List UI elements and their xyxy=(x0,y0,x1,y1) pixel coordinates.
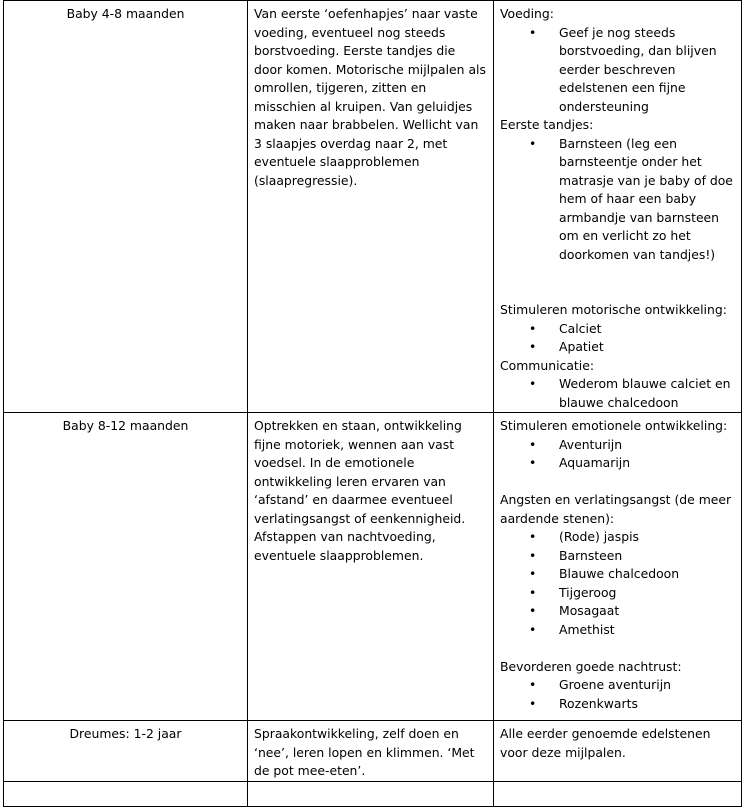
table-row xyxy=(4,1,742,413)
list-item: • Rozenkwarts xyxy=(559,695,735,714)
spacer xyxy=(500,283,735,302)
age-label: Baby 8-12 maanden xyxy=(62,418,189,433)
stones-cell xyxy=(494,1,742,413)
milestones-table xyxy=(3,0,742,807)
bullet-list xyxy=(500,320,735,357)
list-item: • Barnsteen xyxy=(559,547,735,566)
list-item: • Geef je nog steeds borstvoeding, dan blijven eerder beschreven edelstenen een fijne ondersteuning xyxy=(559,24,735,117)
bullet-list xyxy=(500,375,735,412)
list-item: • (Rode) jaspis xyxy=(559,528,735,547)
table-row xyxy=(4,413,742,721)
list-item: • Groene aventurijn xyxy=(559,676,735,695)
bullet-list xyxy=(500,135,735,265)
list-item: • Amethist xyxy=(559,621,735,640)
age-cell xyxy=(4,721,248,782)
section-heading: Voeding: xyxy=(500,6,554,21)
age-label: Baby 4-8 maanden xyxy=(66,6,185,21)
bullet-list xyxy=(500,436,735,473)
description-cell xyxy=(248,1,494,413)
list-item: • Tijgeroog xyxy=(559,584,735,603)
list-item: • Mosagaat xyxy=(559,602,735,621)
spacer xyxy=(500,473,735,492)
section-heading: Stimuleren motorische ontwikkeling: xyxy=(500,302,727,317)
stones-cell xyxy=(494,781,742,806)
stones-cell xyxy=(494,721,742,782)
age-cell xyxy=(4,1,248,413)
age-cell xyxy=(4,413,248,721)
list-item: • Blauwe chalcedoon xyxy=(559,565,735,584)
section-heading: Stimuleren emotionele ontwikkeling: xyxy=(500,418,728,433)
table-row xyxy=(4,721,742,782)
bullet-list xyxy=(500,24,735,117)
note-text: Alle eerder genoemde edelstenen voor deze mijlpalen. xyxy=(500,726,711,760)
description-cell xyxy=(248,413,494,721)
description-text: Van eerste ‘oefenhapjes’ naar vaste voeding, eventueel nog steeds borstvoeding. Eerste tandjes die door komen. Motorische mijlpalen als omrollen, tijgeren, zitten en misschien al kruipen. Van geluidjes maken naar brabbelen. Wellicht van 3 slaapjes overdag naar 2, met eventuele slaapproblemen (slaapregressie). xyxy=(254,6,486,188)
section-heading: Bevorderen goede nachtrust: xyxy=(500,658,682,674)
list-item: • Apatiet xyxy=(559,338,735,357)
age-label: Dreumes: 1-2 jaar xyxy=(69,726,182,741)
description-text: Spraakontwikkeling, zelf doen en ‘nee’, leren lopen en klimmen. ‘Met de pot mee-eten’. xyxy=(254,726,475,778)
description-text: Optrekken en staan, ontwikkeling fijne motoriek, wennen aan vast voedsel. In de emotionele ontwikkeling leren ervaren van ‘afstand’ en daarmee eventueel verlatingsangst of eenkennigheid. Afstappen van nachtvoeding, eventuele slaapproblemen. xyxy=(254,418,466,563)
age-cell xyxy=(4,781,248,806)
spacer xyxy=(500,639,735,658)
table-row xyxy=(4,781,742,806)
list-item: • Barnsteen (leg een barnsteentje onder het matrasje van je baby of doe hem of haar een baby armbandje van barnsteen om en verlicht zo het doorkomen van tandjes!) xyxy=(559,135,735,265)
section-heading: Angsten en verlatingsangst (de meer aardende stenen): xyxy=(500,492,732,526)
list-item: • Wederom blauwe calciet en blauwe chalcedoon xyxy=(559,375,735,412)
bullet-list xyxy=(500,676,735,713)
list-item: • Aventurijn xyxy=(559,436,735,455)
bullet-list xyxy=(500,528,735,639)
section-heading: Communicatie: xyxy=(500,357,595,373)
description-cell xyxy=(248,781,494,806)
list-item: • Calciet xyxy=(559,320,735,339)
spacer xyxy=(500,264,735,283)
stones-cell xyxy=(494,413,742,721)
list-item: • Aquamarijn xyxy=(559,454,735,473)
description-cell xyxy=(248,721,494,782)
section-heading: Eerste tandjes: xyxy=(500,117,594,132)
